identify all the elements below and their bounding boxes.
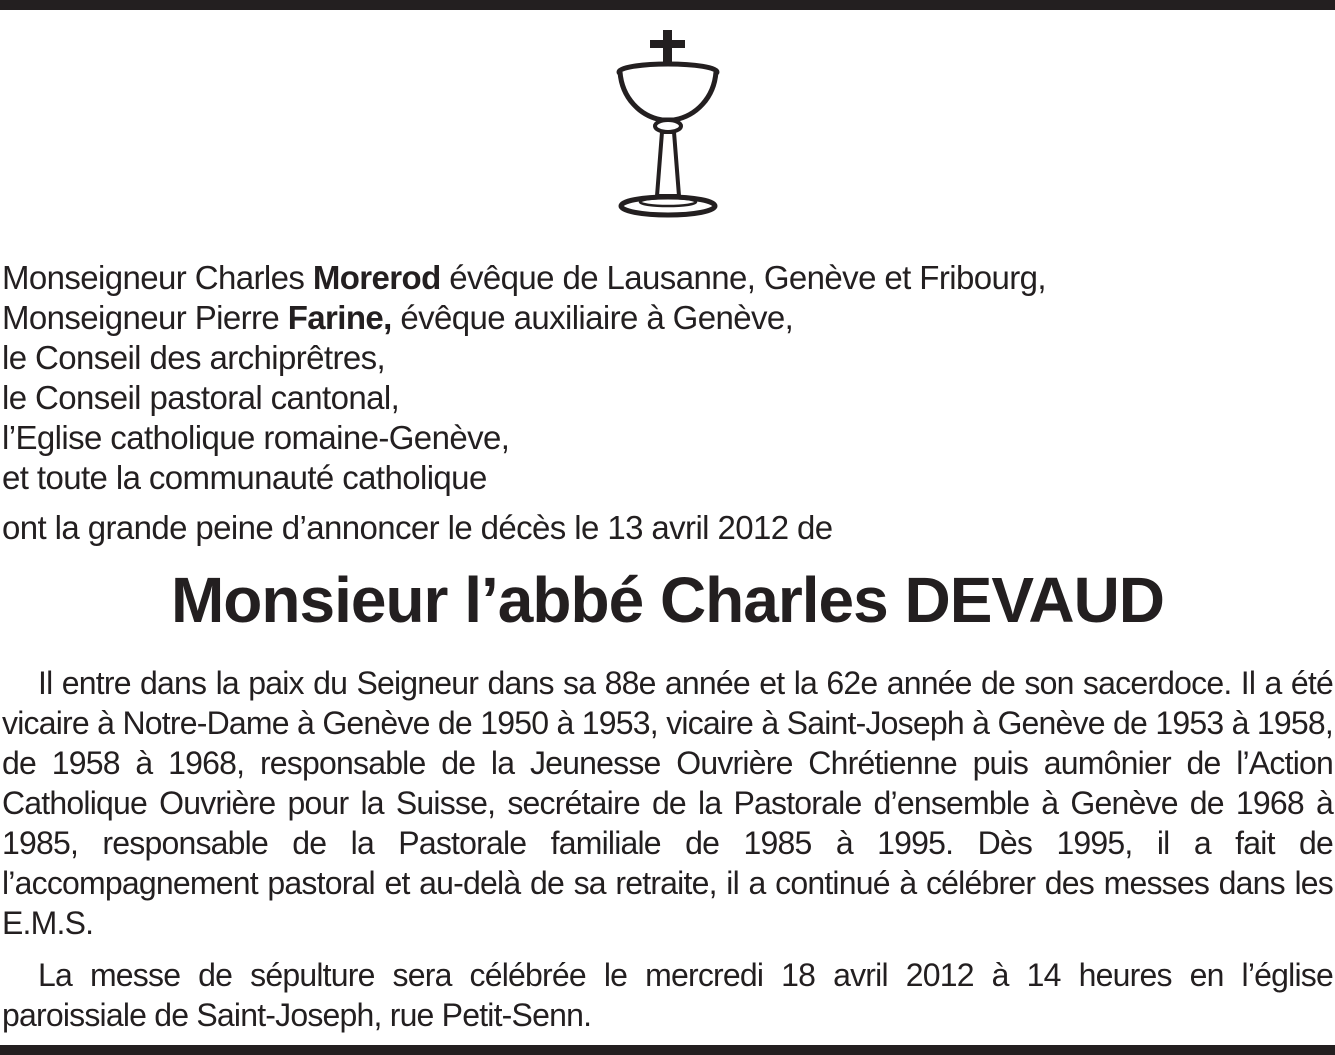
- bottom-border-rule: [0, 1045, 1335, 1055]
- signatory-line: Monseigneur Pierre Farine, évêque auxiliaire à Genève,: [2, 299, 794, 336]
- signatory-line: et toute la communauté catholique: [2, 459, 487, 496]
- signatory-line: le Conseil des archiprêtres,: [2, 339, 386, 376]
- signatory-line: l’Eglise catholique romaine-Genève,: [2, 419, 510, 456]
- signatory-line: Monseigneur Charles Morerod évêque de Lausanne, Genève et Fribourg,: [2, 259, 1046, 296]
- signatory-line: le Conseil pastoral cantonal,: [2, 379, 400, 416]
- deceased-name: Monsieur l’abbé Charles DEVAUD: [170, 564, 1165, 636]
- signatories-list: [2, 258, 1302, 498]
- chalice-with-cross-icon: [610, 26, 726, 222]
- biography-paragraph: Il entre dans la paix du Seigneur dans sa 88e année et la 62e année de son sacerdoce. Il a été vicaire à Notre-Dame à Genève de 1950 à 1953, vicaire à Saint-Joseph à Genève de 1953 à 1958, de 1958 à 1968, responsable de la Jeunesse Ouvrière Chrétienne puis aumônier de l’Action Catholique Ouvrière pour la Suisse, secrétaire de la Pastorale d’ensemble à Genève de 1968 à 1985, responsable de la Pastorale familiale de 1985 à 1995. Dès 1995, il a fait de l’accompagnement pastoral et au-delà de sa retraite, il a continué à célébrer des messes dans les E.M.S.: [2, 665, 1333, 941]
- top-border-rule: [0, 0, 1335, 10]
- funeral-paragraph: La messe de sépulture sera célébrée le mercredi 18 avril 2012 à 14 heures en l’église paroissiale de Saint-Joseph, rue Petit-Senn.: [2, 957, 1333, 1033]
- obituary-body: [2, 663, 1333, 1035]
- announcement-line: ont la grande peine d’annoncer le décès le 13 avril 2012 de: [2, 509, 833, 546]
